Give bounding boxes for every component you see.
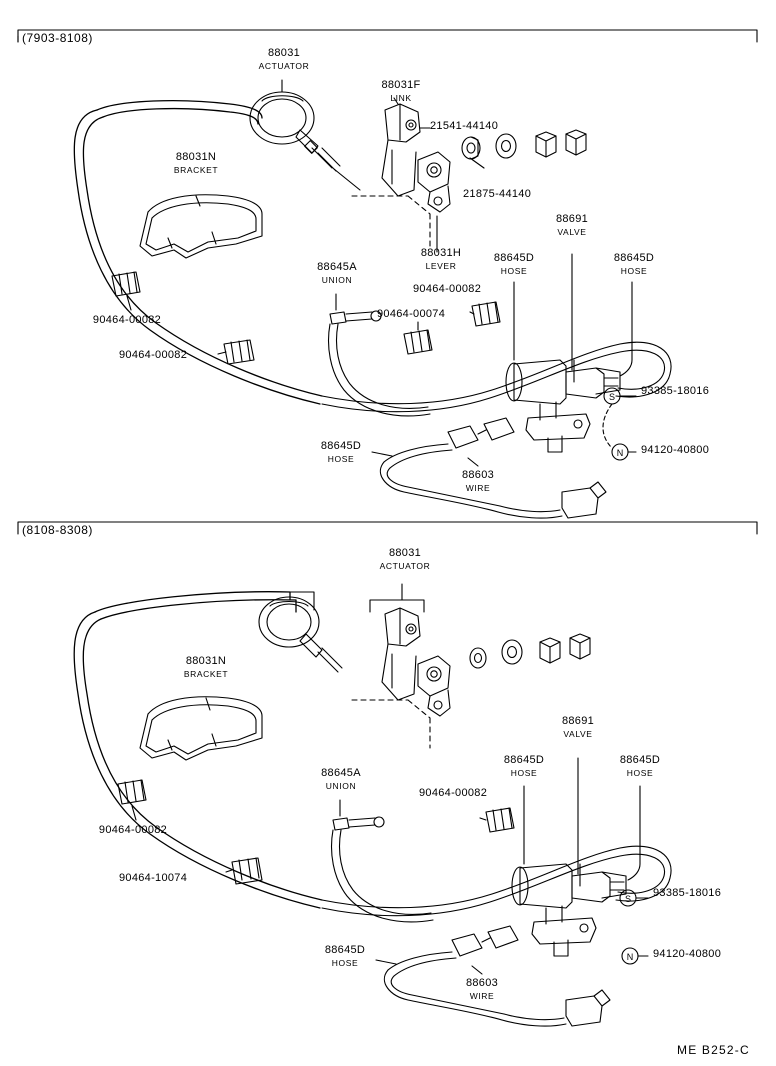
part-label-88031: 88031 ACTUATOR	[258, 47, 310, 71]
part-label-88031N-b: 88031N BRACKET	[183, 655, 229, 679]
part-label-90464-00074: 90464-00074	[377, 308, 446, 320]
part-label-90464-10074: 90464-10074	[119, 872, 188, 884]
part-label-88031N: 88031N BRACKET	[173, 151, 219, 175]
part-label-88645D-mid: 88645D HOSE	[493, 252, 535, 276]
part-label-93385-18016-b: 93385-18016	[653, 887, 722, 899]
part-label-90464-00082-a: 90464-00082	[92, 314, 162, 326]
svg-text:N: N	[626, 952, 634, 962]
part-label-90464-00082-c: 90464-00082	[413, 283, 482, 295]
part-label-88645D-right: 88645D HOSE	[613, 252, 655, 276]
diagram-code: ME B252-C	[677, 1043, 750, 1057]
part-label-90464-00082-d: 90464-00082	[98, 824, 168, 836]
part-label-88645D-mid-b: 88645D HOSE	[503, 754, 545, 778]
section-title-2: (8108-8308)	[22, 523, 93, 537]
part-label-88645A-b: 88645A UNION	[321, 767, 361, 791]
svg-text:S: S	[608, 392, 616, 402]
part-label-88645D-left: 88645D HOSE	[320, 440, 362, 464]
part-label-88031-b: 88031 ACTUATOR	[379, 547, 431, 571]
part-label-21541-44140: 21541-44140	[430, 120, 499, 132]
part-label-88603: 88603 WIRE	[461, 469, 495, 493]
part-label-90464-00082-e: 90464-00082	[419, 787, 488, 799]
part-label-88031H: 88031H LEVER	[420, 247, 462, 271]
part-label-93385-18016: 93385-18016	[641, 385, 710, 397]
part-label-88645D-left-b: 88645D HOSE	[324, 944, 366, 968]
part-label-90464-00082-b: 90464-00082	[119, 349, 188, 361]
svg-text:S: S	[624, 894, 632, 904]
part-label-88691-b: 88691 VALVE	[561, 715, 595, 739]
part-label-88691: 88691 VALVE	[555, 213, 589, 237]
svg-text:N: N	[616, 448, 624, 458]
part-label-88645D-right-b: 88645D HOSE	[619, 754, 661, 778]
part-label-88031F: 88031F LINK	[381, 79, 421, 103]
section-title-1: (7903-8108)	[22, 31, 93, 45]
part-label-94120-40800: 94120-40800	[641, 444, 710, 456]
part-label-88603-b: 88603 WIRE	[465, 977, 499, 1001]
part-label-94120-40800-b: 94120-40800	[653, 948, 722, 960]
part-label-21875-44140: 21875-44140	[463, 188, 532, 200]
part-label-88645A: 88645A UNION	[317, 261, 357, 285]
